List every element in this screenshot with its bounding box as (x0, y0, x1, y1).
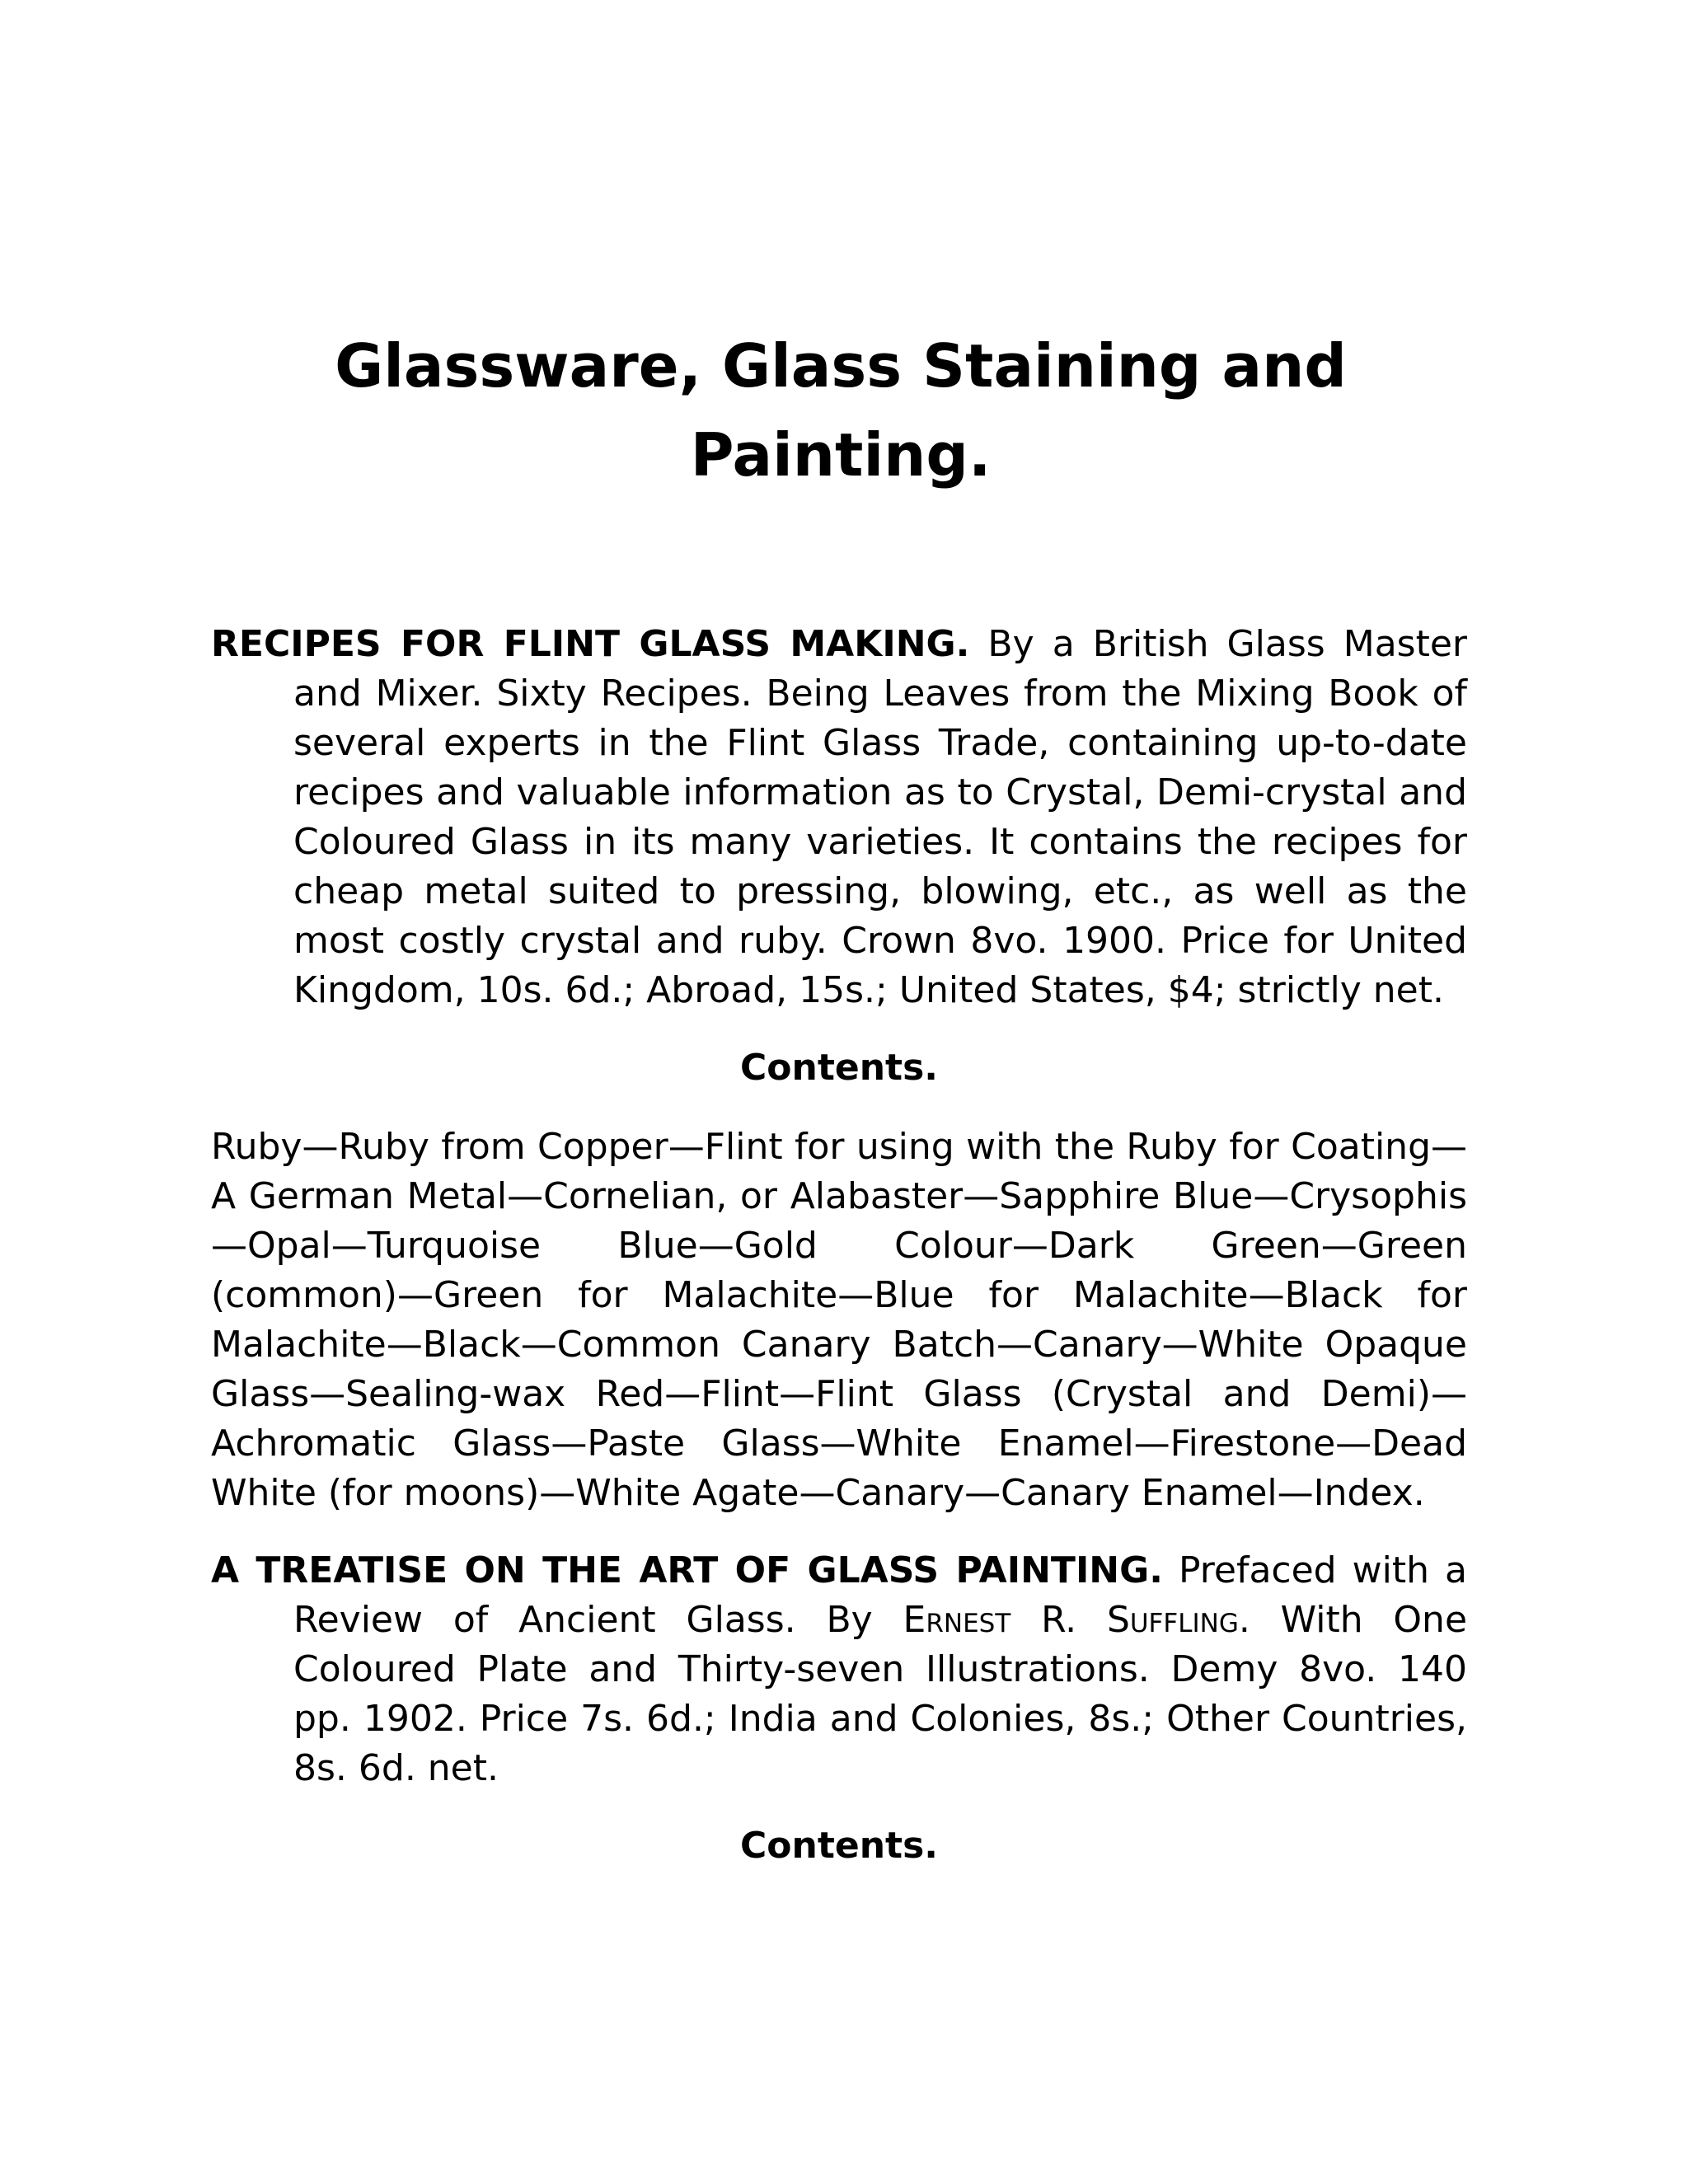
contents-heading: Contents. (740, 1047, 938, 1089)
author-name: Ernest R. Suffling (903, 1599, 1239, 1641)
contents-list: Ruby—Ruby from Copper—Flint for using with the Ruby for Coating—A German Metal—Cornelian, or Alabaster—Sapphire Blue—Crysophis—Opal—Turquoise Blue—Gold Colour—Dark Green—Green (common)—Green for Malachite—Blue for Malachite—Black for Malachite—Black—Common Canary Batch—Canary—White Opaque Glass—Sealing-wax Red—Flint—Flint Glass (Crystal and Demi)—Achromatic Glass—Paste Glass—White Enamel—Firestone—Dead White (for moons)—White Agate—Canary—Canary Enamel—Index. (211, 1126, 1467, 1514)
page-title: Glassware, Glass Staining and Painting. (335, 331, 1347, 490)
catalogue-entry (211, 1546, 1467, 1793)
entry-description: By a British Glass Master and Mixer. Sixty Recipes. Being Leaves from the Mixing Book of several experts in the Flint Glass Trade, containing up-to-date recipes and valuable information as to Crystal, Demi-crystal and Coloured Glass in its many varieties. It contains the recipes for cheap metal suited to pressing, blowing, etc., as well as the most costly crystal and ruby. Crown 8vo. 1900. Price for United Kingdom, 10s. 6d.; Abroad, 15s.; United States, $4; strictly net. (293, 623, 1468, 1011)
contents-heading: Contents. (740, 1825, 938, 1867)
entry-description-after-author: . With One Coloured Plate and Thirty-seven Illustrations. Demy 8vo. 140 pp. 1902. Price 7s. 6d.; India and Colonies, 8s.; Other Countries, 8s. 6d. net. (293, 1599, 1468, 1789)
entry-title: A TREATISE ON THE ART OF GLASS PAINTING. (211, 1549, 1163, 1591)
catalogue-entry (211, 620, 1467, 1015)
catalogue-column (211, 620, 1467, 1871)
entry-description-before-author: Prefaced with a Review of Ancient Glass. By (293, 1549, 1467, 1641)
entry-title: RECIPES FOR FLINT GLASS MAKING. (211, 623, 970, 665)
